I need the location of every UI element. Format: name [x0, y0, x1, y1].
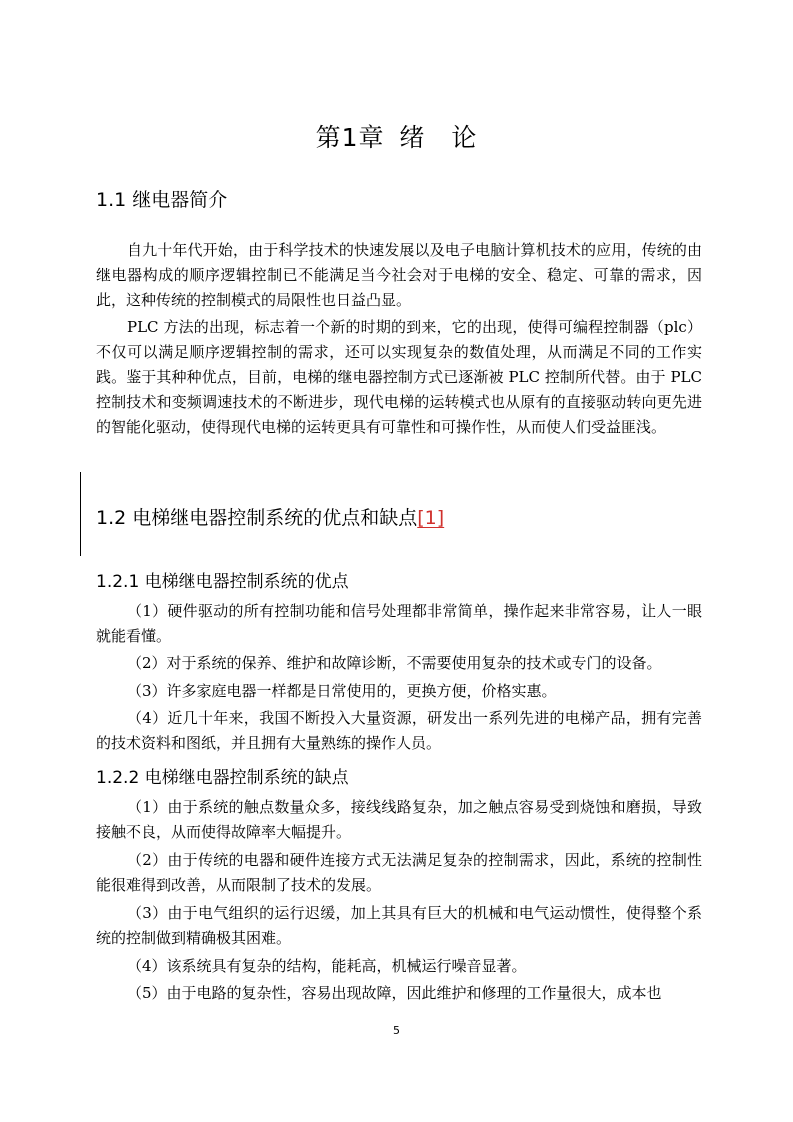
paragraph-1-1-a: 自九十年代开始，由于科学技术的快速发展以及电子电脑计算机技术的应用，传统的由继电器构成的顺序逻辑控制已不能满足当今社会对于电梯的安全、稳定、可靠的需求，因此，这种传统的控制模式的局限性也日益凸显。 [96, 241, 702, 309]
section-heading-1-1: 1.1 继电器简介 [96, 189, 228, 211]
section-heading-1-2-1: 1.2.1 电梯继电器控制系统的优点 [96, 572, 349, 592]
paragraph-1-1-b: PLC 方法的出现，标志着一个新的时期的到来，它的出现，使得可编程控制器（plc）不仅可以满足顺序逻辑控制的需求，还可以实现复杂的数值处理，从而满足不同的工作实践。鉴于其种种优点，目前，电梯的继电器控制方式已逐渐被 PLC 控制所代替。由于 PLC 控制技术和变频调速技术的不断进步，现代电梯的运转模式也从原有的直接驱动转向更先进的智能化驱动，使得现代电梯的运转更具有可靠性和可操作性，从而使人们受益匪浅。 [96, 318, 702, 436]
disadvantage-item-5: （5）由于电路的复杂性，容易出现故障，因此维护和修理的工作量很大，成本也 [127, 984, 662, 1002]
section-heading-1-2-text: 1.2 电梯继电器控制系统的优点和缺点 [96, 507, 418, 529]
advantage-item-4: （4）近几十年来，我国不断投入大量资源，研发出一系列先进的电梯产品，拥有完善的技术资料和图纸，并且拥有大量熟练的操作人员。 [96, 709, 702, 752]
disadvantage-item-2: （2）由于传统的电器和硬件连接方式无法满足复杂的控制需求，因此，系统的控制性能很难得到改善，从而限制了技术的发展。 [96, 851, 702, 894]
advantage-item-2: （2）对于系统的保养、维护和故障诊断，不需要使用复杂的技术或专门的设备。 [127, 654, 662, 672]
section-heading-1-2-2: 1.2.2 电梯继电器控制系统的缺点 [96, 768, 349, 788]
disadvantage-item-3: （3）由于电气组织的运行迟缓，加上其具有巨大的机械和电气运动惯性，使得整个系统的控制做到精确极其困难。 [96, 904, 702, 947]
chapter-title: 第1章 绪 论 [315, 123, 478, 152]
advantage-item-3: （3）许多家庭电器一样都是日常使用的，更换方便，价格实惠。 [127, 682, 557, 700]
disadvantage-item-4: （4）该系统具有复杂的结构，能耗高，机械运行噪音显著。 [127, 957, 527, 975]
disadvantage-item-1: （1）由于系统的触点数量众多，接线线路复杂，加之触点容易受到烧蚀和磨损，导致接触不良，从而使得故障率大幅提升。 [96, 798, 702, 841]
advantage-item-1: （1）硬件驱动的所有控制功能和信号处理都非常简单，操作起来非常容易，让人一眼就能看懂。 [96, 602, 702, 645]
revision-change-bar [80, 472, 81, 556]
citation-link[interactable]: [1] [417, 507, 445, 529]
section-heading-1-2 [96, 503, 444, 530]
page-number: 5 [393, 1024, 400, 1037]
